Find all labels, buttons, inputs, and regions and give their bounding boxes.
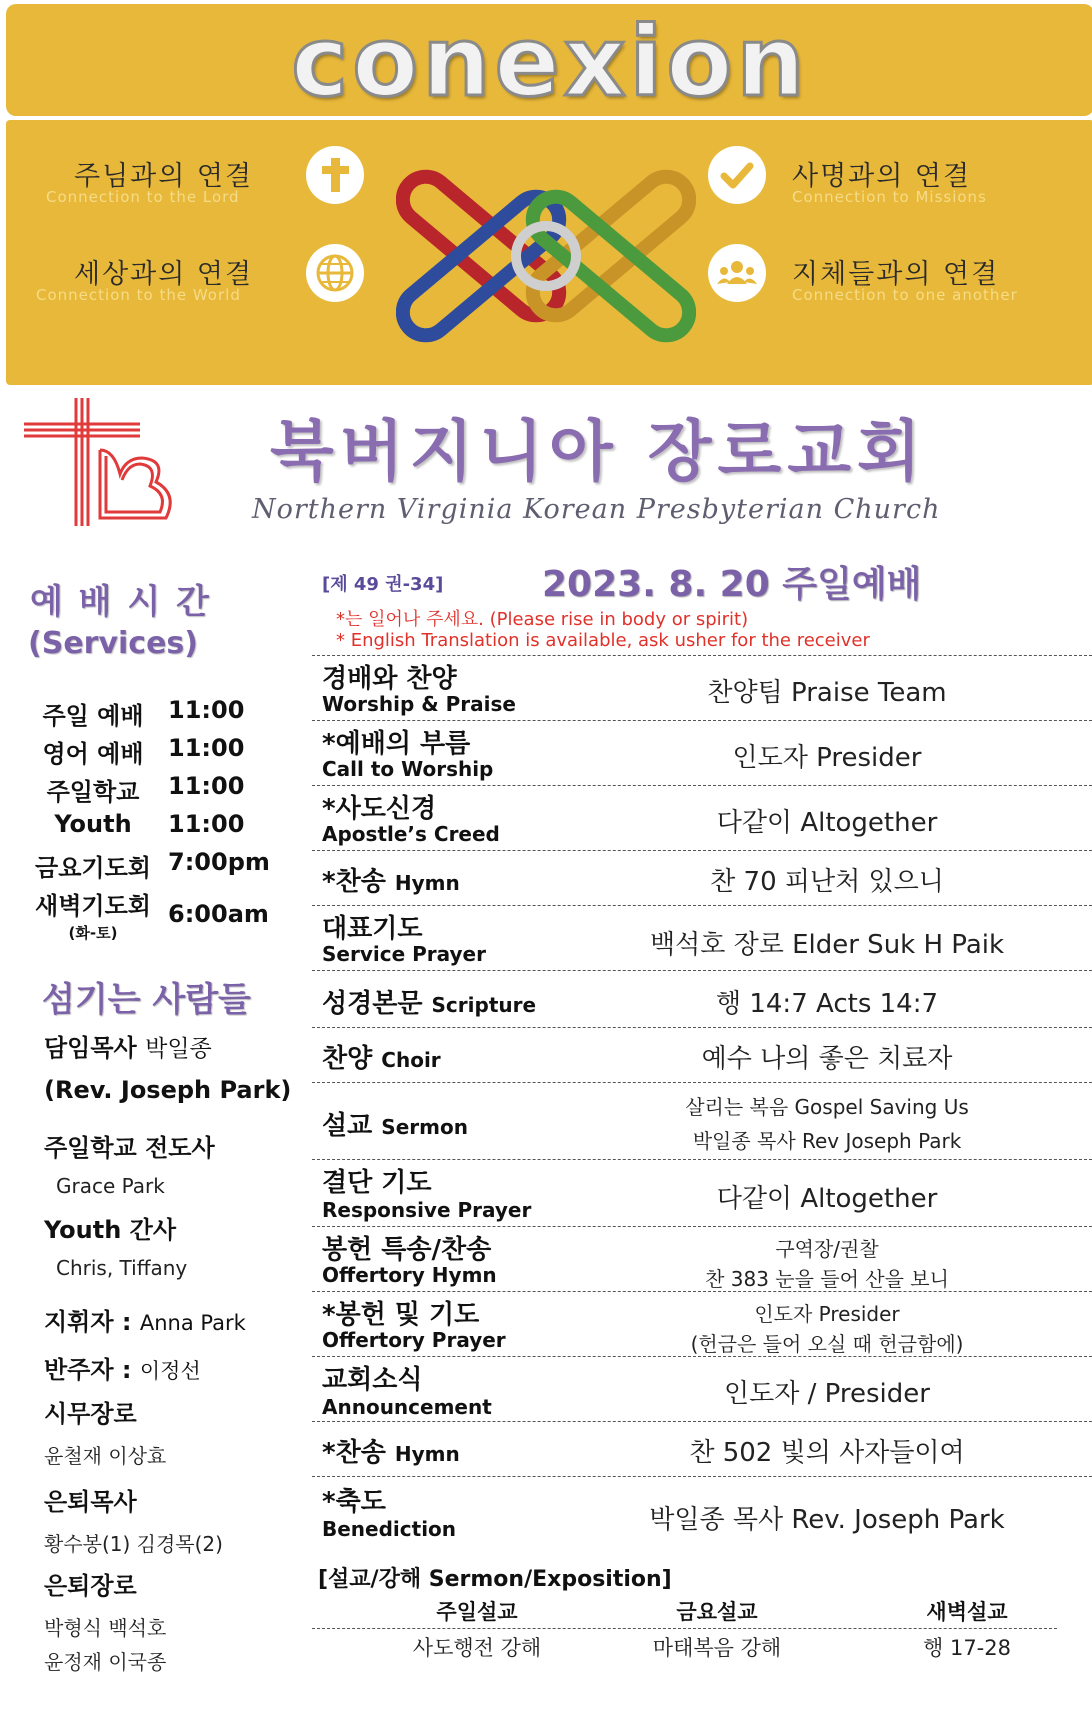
church-name-en: Northern Virginia Korean Presbyterian Church <box>252 494 941 525</box>
services-heading-ko: 예 배 시 간 <box>30 582 211 622</box>
connection-missions-ko: 사명과의 연결 <box>792 161 972 192</box>
sermon-col-value: 사도행전 강해 <box>412 1636 542 1660</box>
order-row: 경배와 찬양 Worship & Praise 찬양팀 Praise Team <box>312 655 1092 720</box>
church-logo <box>16 394 176 534</box>
translation-note: * English Translation is available, ask usher for the receiver <box>336 630 870 651</box>
order-row: *사도신경 Apostle’s Creed 다같이 Altogether <box>312 785 1092 850</box>
people-icon <box>708 244 766 302</box>
retired-pastors-title: 은퇴목사 <box>44 1488 137 1516</box>
order-row: *축도 Benediction 박일종 목사 Rev. Joseph Park <box>312 1476 1092 1545</box>
sermon-col-head: 주일설교 <box>436 1600 518 1624</box>
connection-one-another-en: Connection to one another <box>792 286 1018 304</box>
order-row: *예배의 부름 Call to Worship 인도자 Presider <box>312 720 1092 785</box>
sunday-school-title: 주일학교 전도사 <box>44 1134 215 1162</box>
rise-note: *는 일어나 주세요. (Please rise in body or spirit) <box>336 609 749 630</box>
conductor: 지휘자 : Anna Park <box>44 1308 246 1336</box>
issue-number: [제 49 권-34] <box>322 574 444 595</box>
sermon-col-value: 마태복음 강해 <box>652 1636 782 1660</box>
connection-lord-ko: 주님과의 연결 <box>74 161 254 192</box>
staff-heading: 섬기는 사람들 <box>42 980 251 1020</box>
cross-icon <box>306 146 364 204</box>
retired-elders-title: 은퇴장로 <box>44 1572 137 1600</box>
globe-icon <box>306 244 364 302</box>
sermon-col-head: 새벽설교 <box>926 1600 1008 1624</box>
accompanist: 반주자 : 이정선 <box>44 1356 201 1384</box>
services-heading-en: (Services) <box>28 626 198 661</box>
connection-one-another-ko: 지체들과의 연결 <box>792 259 1000 290</box>
order-row: 설교 Sermon 살리는 복음 Gospel Saving Us 박일종 목사 Rev Joseph Park <box>312 1082 1092 1159</box>
sermon-col-head: 금요설교 <box>676 1600 758 1624</box>
elders-names: 윤철재 이상효 <box>44 1444 167 1468</box>
service-item: 새벽기도회 (화-토) 6:00am <box>35 892 269 942</box>
checkmark-icon <box>708 146 766 204</box>
order-row: 교회소식 Announcement 인도자 / Presider <box>312 1356 1092 1421</box>
order-row: *찬송 Hymn 찬 502 빛의 사자들이여 <box>312 1421 1092 1476</box>
elders-title: 시무장로 <box>44 1400 137 1428</box>
retired-pastors-names: 황수봉(1) 김경목(2) <box>44 1532 223 1556</box>
conexion-wordmark-banner <box>6 4 1092 116</box>
church-name-ko: 북버지니아 장로교회 <box>270 413 927 490</box>
youth-names: Chris, Tiffany <box>56 1256 188 1280</box>
order-row: 봉헌 특송/찬송 Offertory Hymn 구역장/권찰 찬 383 눈을 들어 산을 보니 <box>312 1226 1092 1291</box>
conexion-wordmark: conexion <box>291 6 809 118</box>
retired-elders-line1: 박형식 백석호 <box>44 1616 167 1640</box>
connection-lord-en: Connection to the Lord <box>46 188 240 206</box>
order-row: *찬송 Hymn 찬 70 피난처 있으니 <box>312 850 1092 905</box>
retired-elders-line2: 윤정재 이국종 <box>44 1650 167 1674</box>
youth-title: Youth 간사 <box>44 1216 177 1244</box>
connection-world-en: Connection to the World <box>36 286 241 304</box>
sermon-series-table <box>312 1596 1092 1666</box>
service-date: 2023. 8. 20 주일예배 <box>542 564 922 605</box>
order-row: *봉헌 및 기도 Offertory Prayer 인도자 Presider (헌금은 들어 오실 때 헌금함에) <box>312 1291 1092 1356</box>
sermon-series-heading: [설교/강해 Sermon/Exposition] <box>318 1567 672 1592</box>
senior-pastor-en: (Rev. Joseph Park) <box>44 1076 292 1104</box>
connections-banner <box>6 120 1092 385</box>
senior-pastor: 담임목사 박일종 <box>44 1034 212 1062</box>
sunday-school-name: Grace Park <box>56 1174 165 1198</box>
connection-world-ko: 세상과의 연결 <box>74 259 254 290</box>
sermon-col-value: 행 17-28 <box>923 1636 1011 1660</box>
order-row: 찬양 Choir 예수 나의 좋은 치료자 <box>312 1027 1092 1082</box>
divider <box>312 1628 1057 1629</box>
connection-missions-en: Connection to Missions <box>792 188 987 206</box>
order-row: 대표기도 Service Prayer 백석호 장로 Elder Suk H Paik <box>312 905 1092 970</box>
order-row: 결단 기도 Responsive Prayer 다같이 Altogether <box>312 1159 1092 1226</box>
interlocking-x-graphic <box>396 128 696 378</box>
order-row: 성경본문 Scripture 행 14:7 Acts 14:7 <box>312 970 1092 1027</box>
